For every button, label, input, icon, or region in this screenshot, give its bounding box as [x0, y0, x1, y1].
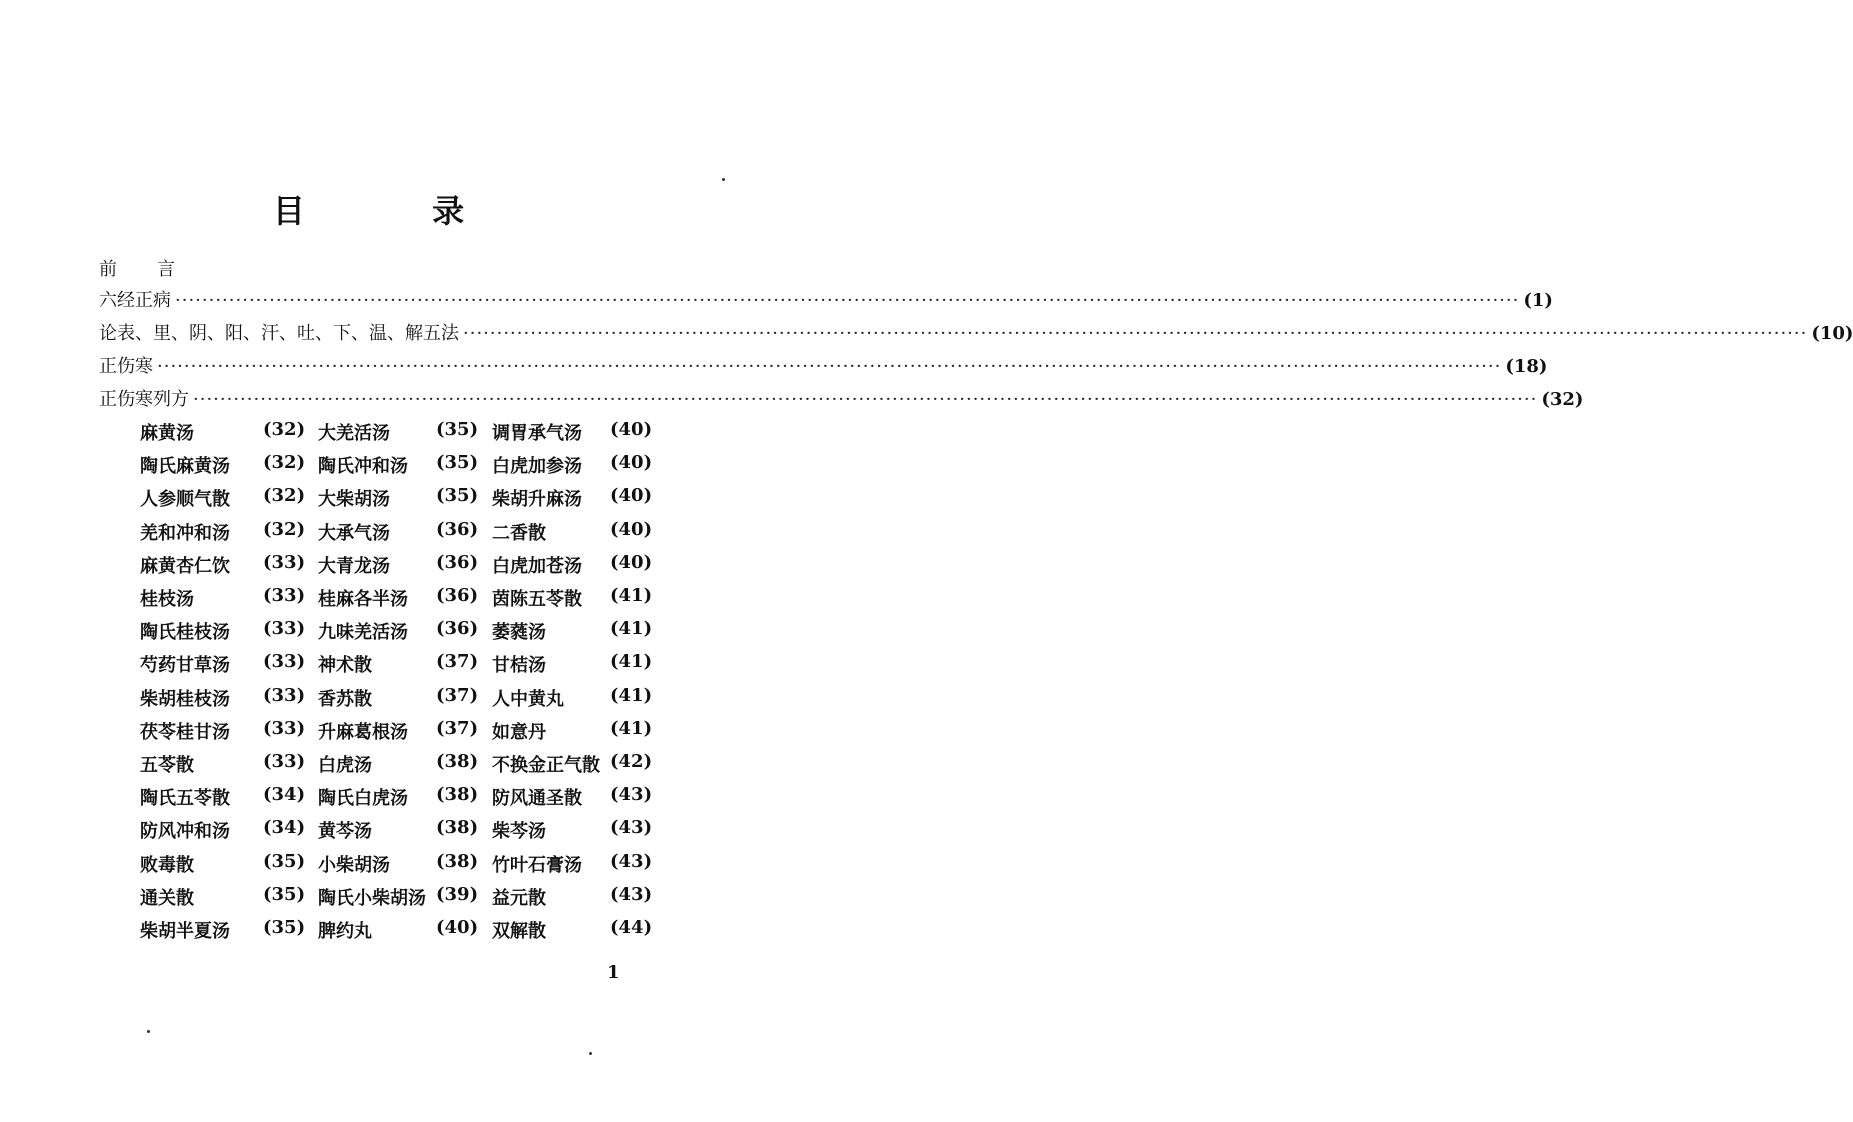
toc-entry-label: 正伤寒	[99, 356, 153, 377]
formula-name: 茵陈五苓散	[492, 589, 582, 610]
formula-name: 陶氏麻黄汤	[140, 456, 230, 478]
formula-page: (36)	[436, 551, 479, 573]
formula-page: (42)	[610, 751, 653, 772]
dot-leader: ········································································································································································································	[193, 389, 1538, 410]
formula-page: (35)	[436, 485, 479, 507]
toc-entry-label: 正伤寒列方	[99, 389, 189, 410]
formula-name: 二香散	[492, 522, 546, 544]
formula-page: (38)	[436, 817, 479, 839]
formula-name: 大柴胡汤	[318, 489, 390, 511]
formula-name: 神术散	[318, 655, 372, 677]
formula-page: (35)	[263, 850, 306, 872]
formula-page: (33)	[263, 551, 306, 573]
formula-name: 不换金正气散	[492, 755, 600, 776]
formula-name: 双解散	[492, 921, 546, 942]
formula-page: (40)	[436, 917, 479, 938]
toc-entry	[99, 286, 1553, 312]
formula-name: 桂枝汤	[140, 589, 194, 610]
formula-page: (34)	[263, 784, 306, 806]
formula-page: (43)	[610, 817, 653, 839]
toc-entry	[99, 319, 1853, 345]
formula-name: 麻黄杏仁饮	[140, 555, 230, 577]
dot-leader: ········································································································································································································	[175, 290, 1520, 311]
formula-name: 白虎加苍汤	[492, 555, 582, 577]
formula-page: (33)	[263, 618, 306, 640]
formula-name: 甘桔汤	[492, 655, 546, 677]
formula-name: 黄芩汤	[318, 821, 372, 843]
toc-entry-label: 论表、里、阴、阳、汗、吐、下、温、解五法	[99, 323, 459, 344]
formula-page: (41)	[610, 651, 653, 673]
formula-page: (40)	[610, 518, 653, 540]
formula-name: 竹叶石膏汤	[492, 854, 582, 876]
formula-page: (41)	[610, 585, 653, 606]
toc-entry	[99, 352, 1548, 378]
formula-page: (39)	[436, 883, 479, 905]
formula-name: 羌和冲和汤	[140, 522, 230, 544]
formula-page: (38)	[436, 784, 479, 806]
dot-leader: ········································································································································································································	[157, 356, 1502, 377]
formula-page: (32)	[263, 452, 306, 474]
formula-name: 大承气汤	[318, 522, 390, 544]
scan-speck	[147, 1030, 150, 1033]
formula-page: (36)	[436, 518, 479, 540]
formula-name: 人中黄丸	[492, 688, 564, 710]
formula-name: 白虎加参汤	[492, 456, 582, 478]
formula-page: (37)	[436, 717, 479, 739]
formula-name: 防风冲和汤	[140, 821, 230, 843]
formula-name: 陶氏桂枝汤	[140, 622, 230, 644]
formula-page: (33)	[263, 684, 306, 706]
toc-preface: 前言	[99, 259, 215, 280]
dot-leader: ········································································································································································································	[463, 323, 1808, 344]
formula-name: 茯苓桂甘汤	[140, 721, 230, 743]
formula-page: (33)	[263, 717, 306, 739]
formula-page: (41)	[610, 684, 653, 706]
formula-page: (37)	[436, 651, 479, 673]
formula-page: (37)	[436, 684, 479, 706]
formula-page: (44)	[610, 917, 653, 938]
formula-name: 脾约丸	[318, 921, 372, 942]
formula-name: 调胃承气汤	[492, 423, 582, 444]
formula-name: 益元散	[492, 887, 546, 909]
formula-name: 麻黄汤	[140, 423, 194, 444]
formula-page: (43)	[610, 784, 653, 806]
formula-page: (36)	[436, 585, 479, 606]
formula-page: (35)	[436, 419, 479, 440]
formula-page: (33)	[263, 751, 306, 772]
formula-name: 如意丹	[492, 721, 546, 743]
toc-entry-page: (10)	[1811, 323, 1853, 344]
formula-name: 通关散	[140, 887, 194, 909]
page-title: 目 录	[272, 192, 523, 230]
formula-page: (43)	[610, 850, 653, 872]
toc-entry	[99, 385, 1584, 411]
formula-page: (40)	[610, 419, 653, 440]
formula-name: 白虎汤	[318, 755, 372, 776]
formula-page: (36)	[436, 618, 479, 640]
formula-name: 桂麻各半汤	[318, 589, 408, 610]
formula-page: (43)	[610, 883, 653, 905]
formula-name: 芍药甘草汤	[140, 655, 230, 677]
toc-entry-label: 六经正病	[99, 290, 171, 311]
formula-page: (32)	[263, 419, 306, 440]
formula-name: 败毒散	[140, 854, 194, 876]
toc-entry-page: (18)	[1505, 356, 1548, 377]
formula-name: 陶氏冲和汤	[318, 456, 408, 478]
formula-page: (38)	[436, 751, 479, 772]
scan-speck	[589, 1052, 592, 1055]
formula-name: 升麻葛根汤	[318, 721, 408, 743]
formula-page: (35)	[263, 883, 306, 905]
scan-speck	[722, 178, 725, 181]
formula-page: (34)	[263, 817, 306, 839]
formula-name: 五苓散	[140, 755, 194, 776]
formula-page: (33)	[263, 585, 306, 606]
formula-name: 柴胡桂枝汤	[140, 688, 230, 710]
formula-page: (41)	[610, 618, 653, 640]
formula-page: (40)	[610, 551, 653, 573]
formula-name: 防风通圣散	[492, 788, 582, 810]
formula-name: 陶氏小柴胡汤	[318, 887, 426, 909]
formula-name: 柴芩汤	[492, 821, 546, 843]
formula-name: 柴胡升麻汤	[492, 489, 582, 511]
formula-page: (41)	[610, 717, 653, 739]
formula-page: (32)	[263, 518, 306, 540]
formula-name: 陶氏白虎汤	[318, 788, 408, 810]
formula-name: 萎蕤汤	[492, 622, 546, 644]
formula-name: 陶氏五苓散	[140, 788, 230, 810]
formula-page: (33)	[263, 651, 306, 673]
formula-page: (40)	[610, 485, 653, 507]
toc-entry-page: (1)	[1523, 290, 1553, 311]
formula-page: (35)	[436, 452, 479, 474]
formula-name: 九味羌活汤	[318, 622, 408, 644]
formula-name: 小柴胡汤	[318, 854, 390, 876]
formula-page: (35)	[263, 917, 306, 938]
formula-name: 大青龙汤	[318, 555, 390, 577]
formula-name: 大羌活汤	[318, 423, 390, 444]
formula-page: (32)	[263, 485, 306, 507]
formula-name: 香苏散	[318, 688, 372, 710]
formula-page: (40)	[610, 452, 653, 474]
formula-page: (38)	[436, 850, 479, 872]
toc-entry-page: (32)	[1541, 389, 1584, 410]
formula-name: 人参顺气散	[140, 489, 230, 511]
formula-name: 柴胡半夏汤	[140, 921, 230, 942]
page-number: 1	[607, 962, 620, 983]
